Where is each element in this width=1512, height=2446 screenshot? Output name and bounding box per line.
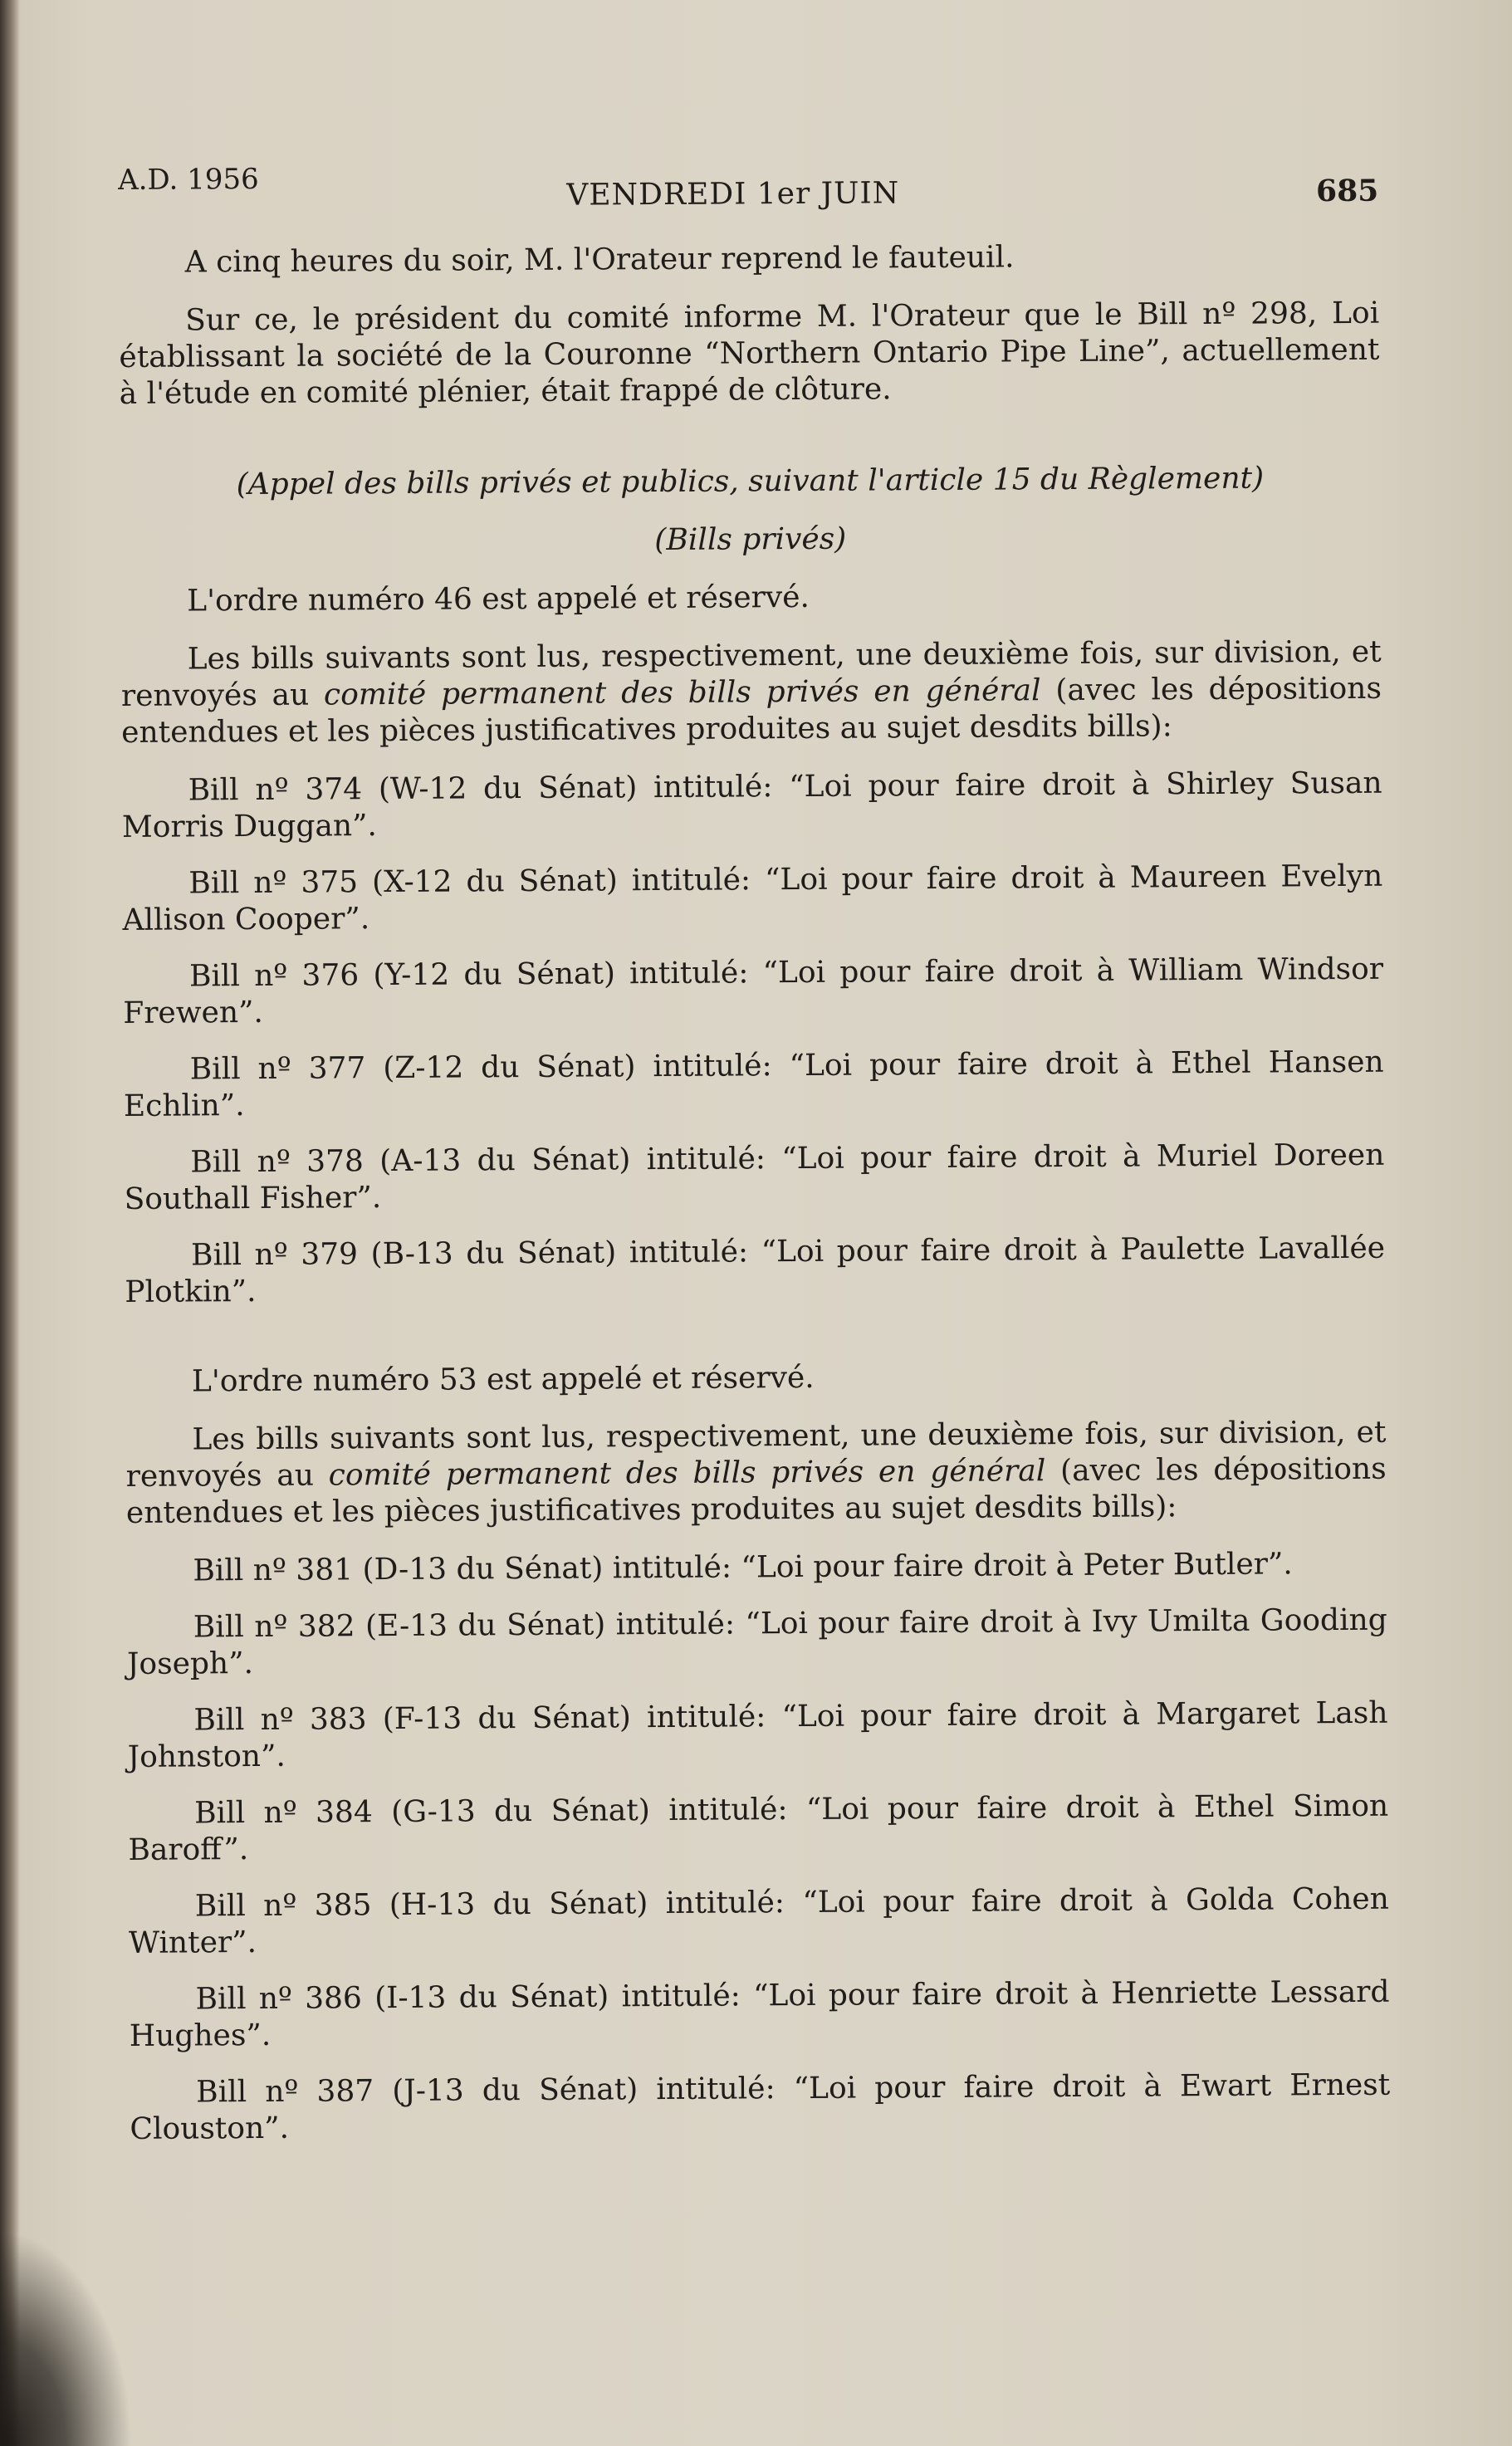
bill-entry: Bill nº 378 (A-13 du Sénat) intitulé: “Loi pour faire droit à Muriel Doreen Southall Fisher”.: [124, 1137, 1385, 1216]
bill-entry: Bill nº 377 (Z-12 du Sénat) intitulé: “Loi pour faire droit à Ethel Hansen Echlin”.: [123, 1044, 1384, 1123]
paragraph-bills-second-reading-1: [121, 634, 1382, 751]
paragraph-order-53: L'ordre numéro 53 est appelé et réservé.: [191, 1360, 815, 1399]
bill-entry: Bill nº 387 (J-13 du Sénat) intitulé: “Loi pour faire droit à Ewart Ernest Clouston”.: [130, 2067, 1391, 2146]
bill-entry: Bill nº 383 (F-13 du Sénat) intitulé: “Loi pour faire droit à Margaret Lash Johnston”.: [127, 1695, 1388, 1774]
subsection-heading-text: (Bills privés): [654, 521, 847, 558]
text-run: Les bills suivants sont lus, respectivement, une deuxième fois, sur division, et renvoyés au: [120, 634, 1382, 713]
paragraph-speaker-resumes: A cinq heures du soir, M. l'Orateur reprend le fauteuil.: [184, 240, 1015, 280]
page-number: 685: [1315, 173, 1379, 209]
text-run: (avec les dépositions entendues et les pièces justificatives produites au sujet desdits bills):: [125, 1451, 1387, 1530]
paragraph-order-46: L'ordre numéro 46 est appelé et réservé.: [187, 580, 810, 619]
bill-entry: Bill nº 375 (X-12 du Sénat) intitulé: “Loi pour faire droit à Maureen Evelyn Allison Cooper”.: [122, 859, 1383, 937]
bill-entry: Bill nº 379 (B-13 du Sénat) intitulé: “Loi pour faire droit à Paulette Lavallée Plotkin”.: [125, 1230, 1386, 1309]
bill-entry: Bill nº 376 (Y-12 du Sénat) intitulé: “Loi pour faire droit à William Windsor Frewen”.: [123, 951, 1384, 1030]
header-date: VENDREDI 1er JUIN: [566, 176, 900, 213]
header-year: A.D. 1956: [118, 162, 259, 197]
bill-entry: Bill nº 386 (I-13 du Sénat) intitulé: “Loi pour faire droit à Henriette Lessard Hughes”.: [129, 1974, 1390, 2053]
running-header: [118, 154, 1378, 220]
committee-name: comité permanent des bills privés en général: [323, 673, 1041, 712]
book-spine-shadow: [0, 0, 20, 2446]
bill-entry: Bill nº 385 (H-13 du Sénat) intitulé: “Loi pour faire droit à Golda Cohen Winter”.: [128, 1881, 1389, 1960]
bill-entry: Bill nº 382 (E-13 du Sénat) intitulé: “Loi pour faire droit à Ivy Umilta Gooding Joseph”.: [126, 1602, 1387, 1681]
paragraph-closure-notice: Sur ce, le président du comité informe M. l'Orateur que le Bill nº 298, Loi établissant la société de la Couronne “Northern Ontario Pipe Line”, actuellement à l'étude en comité plénier, était frappé de clôture.: [119, 296, 1380, 411]
section-heading-call-of-bills: [120, 460, 1380, 504]
committee-name: comité permanent des bills privés en général: [328, 1454, 1046, 1493]
subsection-heading-private-bills: [120, 518, 1381, 562]
section-heading-text: (Appel des bills privés et publics, suivant l'article 15 du Règlement): [236, 461, 1265, 502]
page-content: [118, 154, 1391, 2168]
bill-entry: Bill nº 381 (D-13 du Sénat) intitulé: “Loi pour faire droit à Peter Butler”.: [193, 1547, 1293, 1588]
paragraph-bills-second-reading-2: [125, 1415, 1387, 1532]
text-run: Les bills suivants sont lus, respectivement, une deuxième fois, sur division, et renvoyés au: [125, 1415, 1387, 1494]
bill-entry: Bill nº 374 (W-12 du Sénat) intitulé: “Loi pour faire droit à Shirley Susan Morris Duggan”.: [121, 766, 1382, 844]
text-run: (avec les dépositions entendues et les pièces justificatives produites au sujet desdits bills):: [121, 671, 1382, 750]
page-corner-shadow: [0, 2230, 133, 2446]
bill-entry: Bill nº 384 (G-13 du Sénat) intitulé: “Loi pour faire droit à Ethel Simon Baroff”.: [128, 1788, 1389, 1867]
